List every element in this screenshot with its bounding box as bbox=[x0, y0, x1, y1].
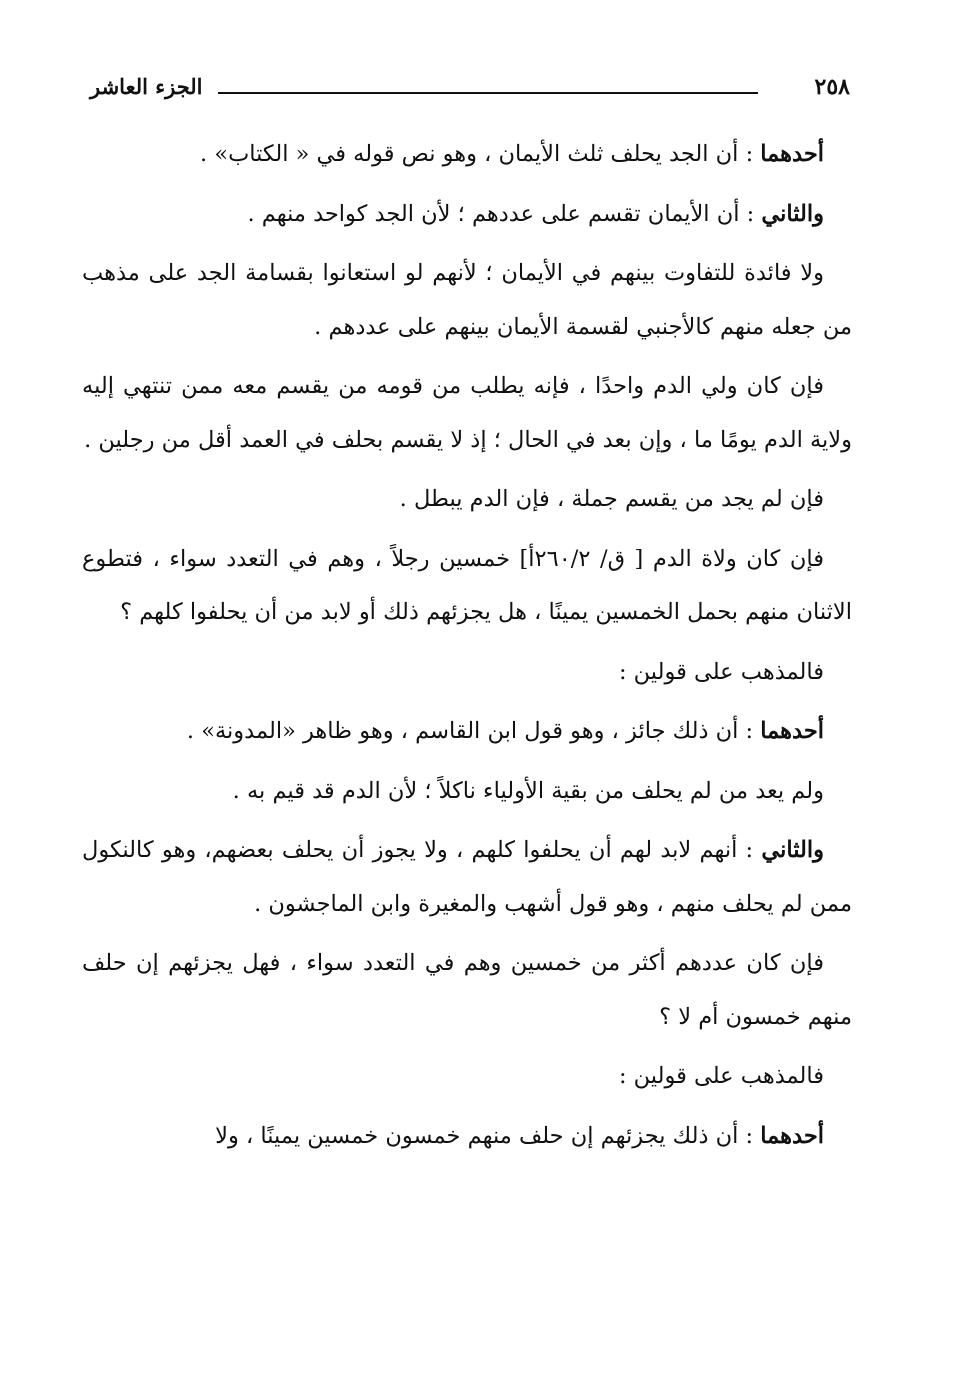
paragraph-text: ولا فائدة للتفاوت بينهم في الأيمان ؛ لأنهم لو استعانوا بقسامة الجد على مذهب من جعله منهم كالأجنبي لقسمة الأيمان بينهم على عددهم . bbox=[82, 260, 852, 340]
paragraph bbox=[82, 705, 852, 759]
paragraph-text: : أن ذلك يجزئهم إن حلف منهم خمسون خمسين يمينًا ، ولا bbox=[215, 1122, 761, 1149]
paragraph-lead: أحدهما bbox=[760, 1122, 824, 1149]
header-rule bbox=[218, 92, 758, 94]
paragraph-text: فالمذهب على قولين : bbox=[618, 658, 824, 685]
paragraph-lead: والثاني bbox=[761, 200, 824, 227]
paragraph bbox=[82, 937, 852, 1044]
paragraph bbox=[82, 765, 852, 819]
paragraph bbox=[82, 360, 852, 467]
page-number: ٢٥٨ bbox=[814, 74, 850, 100]
running-title: الجزء العاشر bbox=[90, 74, 203, 99]
paragraph-text: : أن الجد يحلف ثلث الأيمان ، وهو نص قوله في « الكتاب» . bbox=[200, 141, 761, 167]
paragraph bbox=[82, 533, 852, 640]
paragraph bbox=[82, 1110, 852, 1164]
paragraph bbox=[82, 128, 852, 182]
paragraph-text: فإن كان ولاة الدم [ ق/ ٢٦٠/٢أ] خمسين رجلاً ، وهم في التعدد سواء ، فتطوع الاثنان منهم بحمل الخمسين يمينًا ، هل يجزئهم ذلك أو لابد من أن يحلفوا كلهم ؟ bbox=[82, 545, 852, 625]
paragraph-text: فإن كان عددهم أكثر من خمسين وهم في التعدد سواء ، فهل يجزئهم إن حلف منهم خمسون أم لا ؟ bbox=[82, 950, 852, 1030]
paragraph bbox=[82, 1050, 852, 1104]
page-header bbox=[90, 72, 850, 112]
paragraph-lead: أحدهما bbox=[760, 141, 824, 167]
body-text bbox=[82, 128, 852, 1169]
paragraph-text: فالمذهب على قولين : bbox=[618, 1063, 824, 1089]
paragraph-text: ولم يعد من لم يحلف من بقية الأولياء ناكلاً ؛ لأن الدم قد قيم به . bbox=[232, 777, 824, 804]
paragraph-lead: والثاني bbox=[761, 837, 824, 863]
paragraph-text: فإن لم يجد من يقسم جملة ، فإن الدم يبطل . bbox=[399, 486, 824, 512]
paragraph bbox=[82, 247, 852, 354]
paragraph bbox=[82, 188, 852, 242]
paragraph bbox=[82, 646, 852, 700]
paragraph bbox=[82, 473, 852, 527]
paragraph-text: فإن كان ولي الدم واحدًا ، فإنه يطلب من قومه من يقسم معه ممن تنتهي إليه ولاية الدم يومًا ما ، وإن بعد في الحال ؛ إذ لا يقسم بحلف في العمد أقل من رجلين . bbox=[82, 373, 852, 453]
paragraph-text: : أن ذلك جائز ، وهو قول ابن القاسم ، وهو ظاهر «المدونة» . bbox=[186, 718, 761, 744]
paragraph bbox=[82, 824, 852, 931]
paragraph-lead: أحدهما bbox=[760, 718, 824, 744]
paragraph-text: : أن الأيمان تقسم على عددهم ؛ لأن الجد كواحد منهم . bbox=[247, 200, 762, 227]
paragraph-text: : أنهم لابد لهم أن يحلفوا كلهم ، ولا يجوز أن يحلف بعضهم، وهو كالنكول ممن لم يحلف منهم ، وهو قول أشهب والمغيرة وابن الماجشون . bbox=[82, 837, 852, 917]
